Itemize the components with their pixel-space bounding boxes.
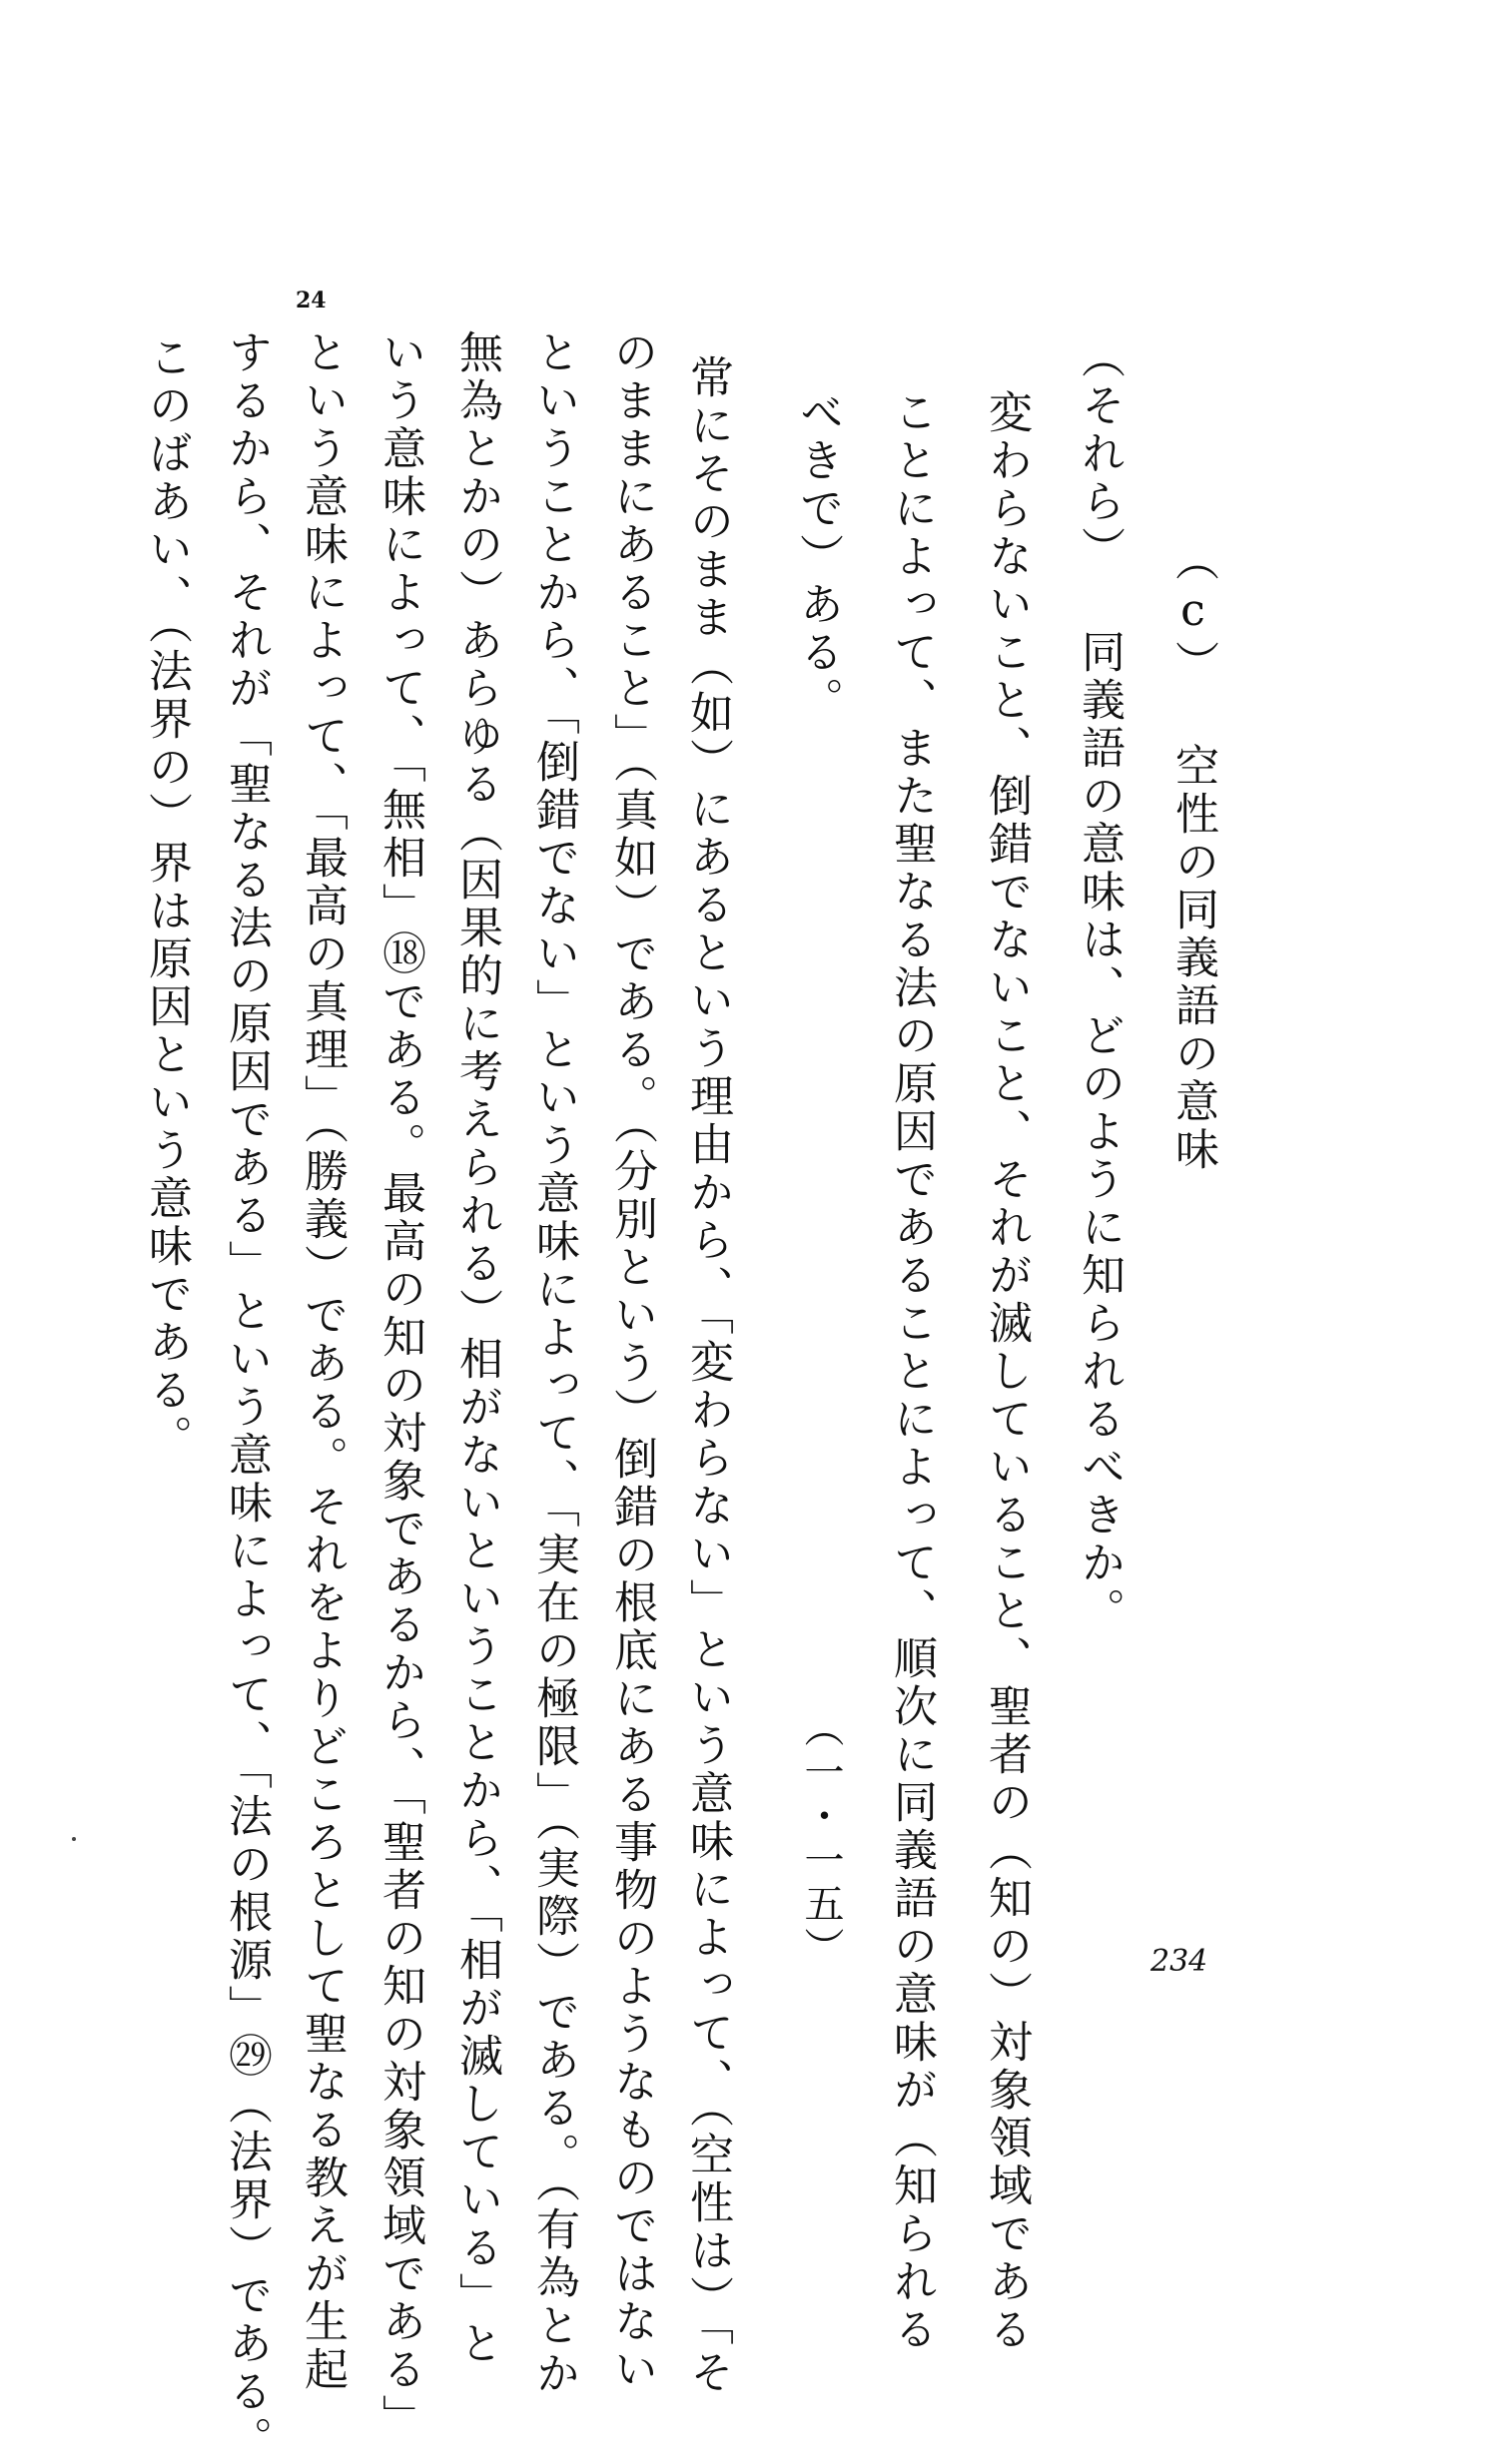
body-line-7: するから、それが「聖なる法の原因である」という意味によって、「法の根源」㉙（法界）である。 (221, 329, 272, 2464)
page-number-right: 234 (1150, 1944, 1208, 1979)
body-line-4: 無為とかの）あらゆる（因果的に考えられる）相がないということから、「相が滅している」と (451, 329, 502, 2368)
body-line-1: 常にそのまま（如）にあるという理由から、「変わらない」という意味によって、（空性は）「そ (682, 354, 733, 2397)
section-heading: （c） 空性の同義語の意味 (1167, 537, 1218, 1174)
answer-line-3: べきで）ある。 (792, 389, 843, 725)
body-line-5: いう意味によって、「無相」⑱である。最高の知の対象であるから、「聖者の知の対象領域である」 (375, 329, 425, 2442)
body-line-3: ということから、「倒錯でない」という意味によって、「実在の極限」（実際）である。（有為とか (528, 329, 579, 2398)
answer-line-2: ことによって、また聖なる法の原因であることによって、順次に同義語の意味が（知られる (886, 389, 937, 2354)
verse-reference: （一・一五） (798, 1707, 844, 1971)
stray-mark (72, 1837, 76, 1841)
answer-line-1: 変わらないこと、倒錯でないこと、それが滅していること、聖者の（知の）対象領域である (981, 389, 1032, 2354)
body-line-6: という意味によって、「最高の真理」（勝義）である。それをよりどころとして聖なる教えが生起 (297, 329, 348, 2394)
question-line: （それら） 同義語の意味は、どのように知られるべきか。 (1074, 334, 1125, 1635)
page-number-left: 24 (296, 288, 327, 313)
body-line-8: このばあい、（法界の）界は原因という意味である。 (141, 334, 192, 1463)
body-line-2: のままにあること」（真如）である。（分別という）倒錯の根底にある事物のようなものではない (606, 329, 657, 2394)
